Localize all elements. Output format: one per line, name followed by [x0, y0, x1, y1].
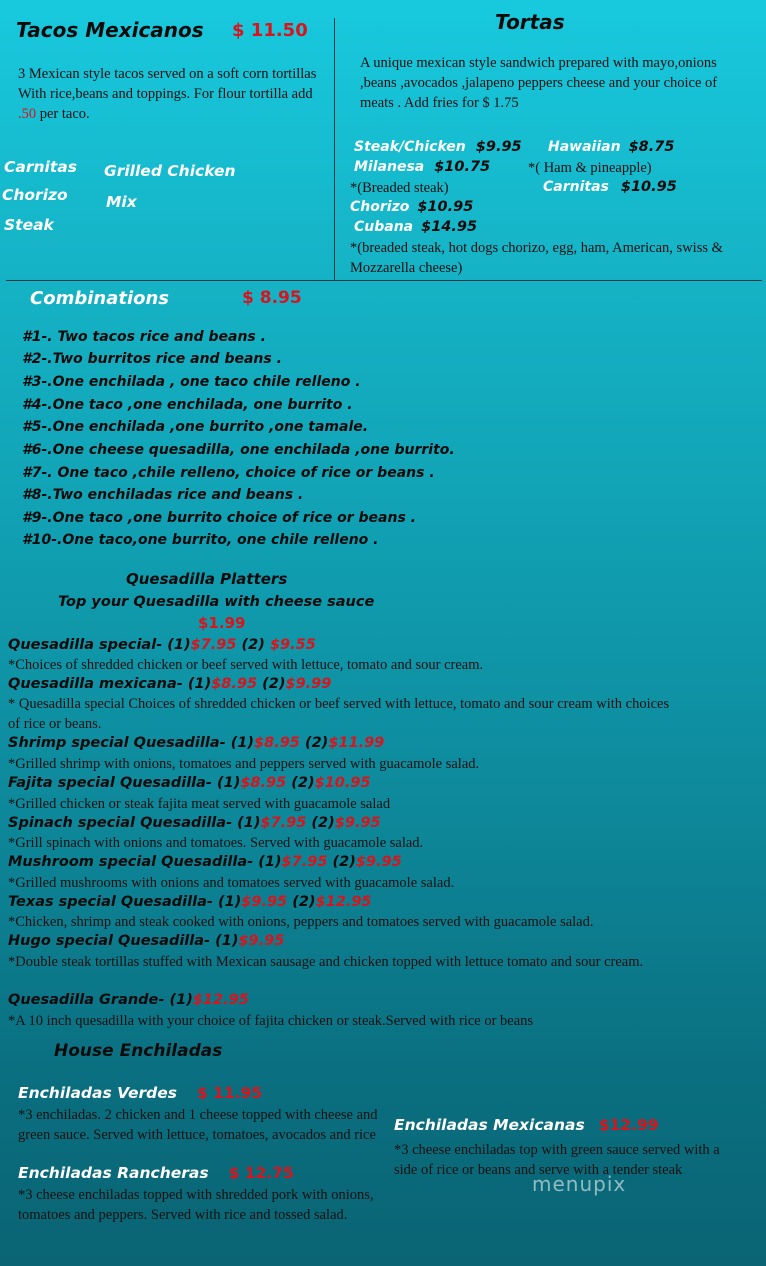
q-v1: $7.95: [260, 815, 307, 831]
q-p2: (2): [332, 854, 356, 870]
tacos-title: [16, 18, 204, 42]
q-v1: $8.95: [254, 735, 300, 751]
q-name: Shrimp special Quesadilla: [8, 735, 220, 751]
tacos-meat-carnitas: Carnitas: [4, 158, 77, 176]
combinations-price-text: $ 8.95: [242, 288, 302, 308]
quesadilla-desc: *A 10 inch quesadilla with your choice of fajita chicken or steak.Served with rice or beans: [8, 1013, 534, 1029]
q-v2: $11.99: [328, 735, 385, 751]
combo-item: #7-. One taco ,chile relleno, choice of rice or beans .: [22, 465, 435, 481]
q-p1: (1): [217, 894, 242, 910]
top-vertical-divider: [334, 18, 335, 280]
q-name: Quesadilla Grande: [8, 992, 159, 1008]
quesadilla-desc: *Grilled chicken or steak fajita meat served with guacamole salad: [8, 796, 391, 812]
quesadilla-desc: *Double steak tortillas stuffed with Mexican sausage and chicken topped with lettuce tomato and sour cream.: [8, 954, 644, 970]
tortas-description: A unique mexican style sandwich prepared with mayo,onions ,beans ,avocados ,jalapeno peppers cheese and your choice of meats . Add fries for $ 1.75: [360, 55, 718, 111]
tacos-title-text: Tacos Mexicanos: [16, 18, 204, 42]
quesadilla-title: Quesadilla Platters: [126, 570, 288, 588]
q-p1: (1): [258, 854, 282, 870]
torta-cubana-note: *(breaded steak, hot dogs chorizo, egg, ham, American, swiss & Mozzarella cheese): [350, 240, 723, 276]
enchiladas-rancheras-price: $ 12.75: [228, 1164, 294, 1182]
tacos-desc-2: per taco.: [36, 106, 90, 122]
torta-name: Cubana: [354, 219, 414, 235]
combo-item: #3-.One enchilada , one taco chile relleno .: [22, 374, 361, 390]
combo-item: #8-.Two enchiladas rice and beans .: [22, 487, 304, 503]
q-p1: (1): [169, 992, 193, 1008]
q-p2: (2): [241, 637, 265, 653]
tacos-meat-mix: Mix: [106, 193, 137, 211]
tacos-meat-grilled-chicken: Grilled Chicken: [104, 162, 236, 180]
q-v1: $12.95: [192, 992, 249, 1008]
q-p2: (2): [291, 775, 315, 791]
q-name: Spinach special Quesadilla: [8, 815, 227, 831]
combo-item: #1-. Two tacos rice and beans .: [22, 329, 266, 345]
q-p1: (1): [167, 637, 191, 653]
torta-hawaiian-note: *( Ham & pineapple): [528, 160, 652, 176]
q-p1: (1): [215, 933, 239, 949]
q-v2: $9.99: [285, 676, 332, 692]
enchiladas-mexicanas-name: Enchiladas Mexicanas: [394, 1116, 585, 1134]
torta-price: $14.95: [421, 219, 478, 235]
tacos-description: [18, 64, 334, 124]
torta-cubana: [354, 218, 477, 236]
q-p2: (2): [311, 815, 335, 831]
q-v1: $7.95: [190, 637, 237, 653]
quesadilla-item-hugo: Hugo special Quesadilla- (1)$9.95: [8, 933, 285, 949]
quesadilla-item-mexicana: Quesadilla mexicana- (1)$8.95 (2)$9.99: [8, 676, 332, 692]
quesadilla-desc: *Choices of shredded chicken or beef served with lettuce, tomato and sour cream.: [8, 657, 484, 673]
enchiladas-rancheras-name: Enchiladas Rancheras: [18, 1164, 209, 1182]
quesadilla-desc: *Chicken, shrimp and steak cooked with onions, peppers and tomatoes served with guacamole salad.: [8, 914, 594, 930]
combo-item: #9-.One taco ,one burrito choice of rice or beans .: [22, 510, 416, 526]
tacos-desc-1: 3 Mexican style tacos served on a soft corn tortillas With rice,beans and toppings. For flour tortilla add: [18, 66, 317, 102]
torta-chorizo: [350, 198, 473, 216]
torta-milanesa: [354, 158, 490, 176]
enchiladas-mexicanas-desc: *3 cheese enchiladas top with green sauce served with a side of rice or beans and serve with a tender steak: [394, 1142, 720, 1178]
tacos-desc-extra: .50: [18, 106, 37, 122]
quesadilla-desc: * Quesadilla special Choices of shredded chicken or beef served with lettuce, tomato and sour cream with choices of rice or beans.: [8, 696, 670, 732]
enchiladas-verdes-price: $ 11.95: [196, 1084, 263, 1102]
enchiladas-mexicanas-price: $12.99: [598, 1116, 659, 1134]
enchiladas-verdes-desc: *3 enchiladas. 2 chicken and 1 cheese topped with cheese and green sauce. Served with lettuce, tomatoes, avocados and rice: [18, 1107, 378, 1143]
q-p2: (2): [262, 676, 286, 692]
torta-name: Chorizo: [350, 199, 410, 215]
q-v1: $8.95: [240, 775, 287, 791]
torta-price: $10.95: [417, 199, 474, 215]
enchiladas-rancheras-desc: *3 cheese enchiladas topped with shredded pork with onions, tomatoes and peppers. Served with rice and tossed salad.: [18, 1187, 374, 1223]
enchiladas-rancheras: [18, 1164, 294, 1183]
q-v1: $9.95: [238, 933, 285, 949]
torta-price: $8.75: [628, 139, 675, 155]
tacos-price: [232, 20, 308, 41]
quesadilla-item-texas: Texas special Quesadilla- (1)$9.95 (2)$12.95: [8, 894, 372, 910]
enchiladas-mexicanas: [394, 1116, 659, 1135]
combo-item: #4-.One taco ,one enchilada, one burrito .: [22, 397, 353, 413]
tacos-price-text: $ 11.50: [232, 20, 308, 41]
q-v2: $12.95: [315, 894, 372, 910]
enchiladas-verdes-name: Enchiladas Verdes: [18, 1084, 177, 1102]
combo-item: #6-.One cheese quesadilla, one enchilada ,one burrito.: [22, 442, 455, 458]
torta-hawaiian: [548, 138, 674, 156]
q-p1: (1): [217, 775, 241, 791]
q-name: Fajita special Quesadilla: [8, 775, 206, 791]
q-v2: $10.95: [314, 775, 371, 791]
top-horizontal-divider: [6, 280, 762, 281]
torta-name: Carnitas: [543, 179, 609, 195]
q-v2: $9.95: [334, 815, 381, 831]
quesadilla-item-special: Quesadilla special- (1)$7.95 (2) $9.55: [8, 637, 316, 653]
q-v1: $8.95: [211, 676, 258, 692]
q-p1: (1): [237, 815, 261, 831]
quesadilla-desc: *Grilled shrimp with onions, tomatoes and peppers served with guacamole salad.: [8, 756, 480, 772]
quesadilla-item-shrimp: Shrimp special Quesadilla- (1)$8.95 (2)$11.99: [8, 735, 385, 751]
quesadilla-sauce-price-text: $1.99: [198, 614, 246, 632]
q-v2: $9.95: [355, 854, 402, 870]
tacos-meat-chorizo: Chorizo: [2, 186, 68, 204]
torta-name: Milanesa: [354, 159, 425, 175]
quesadilla-desc: *Grill spinach with onions and tomatoes. Served with guacamole salad.: [8, 835, 424, 851]
torta-milanesa-note: *(Breaded steak): [350, 180, 449, 196]
torta-price: $10.95: [620, 179, 677, 195]
torta-price: $9.95: [475, 139, 522, 155]
q-name: Quesadilla special: [8, 637, 157, 653]
q-v1: $9.95: [241, 894, 288, 910]
q-v2: $9.55: [269, 637, 316, 653]
combinations-title: Combinations: [30, 288, 170, 309]
q-name: Quesadilla mexicana: [8, 676, 177, 692]
q-p2: (2): [304, 735, 329, 751]
tacos-meat-steak: Steak: [4, 216, 54, 234]
q-p2: (2): [292, 894, 316, 910]
quesadilla-subtitle: Top your Quesadilla with cheese sauce: [58, 594, 375, 610]
q-v1: $7.95: [281, 854, 328, 870]
torta-name: Steak/Chicken: [354, 139, 466, 155]
menupix-watermark: menupix: [532, 1172, 627, 1196]
q-name: Hugo special Quesadilla: [8, 933, 205, 949]
q-p1: (1): [187, 676, 212, 692]
q-p1: (1): [230, 735, 255, 751]
enchiladas-verdes: [18, 1084, 262, 1103]
quesadilla-desc: *Grilled mushrooms with onions and tomatoes served with guacamole salad.: [8, 875, 455, 891]
torta-name: Hawaiian: [548, 139, 621, 155]
combo-item: #2-.Two burritos rice and beans .: [22, 351, 282, 367]
quesadilla-item-fajita: Fajita special Quesadilla- (1)$8.95 (2)$10.95: [8, 775, 371, 791]
tortas-title: Tortas: [495, 10, 565, 34]
quesadilla-item-spinach: Spinach special Quesadilla- (1)$7.95 (2)$9.95: [8, 815, 381, 831]
q-name: Texas special Quesadilla: [8, 894, 207, 910]
quesadilla-sauce-price: [198, 614, 245, 632]
combo-item: #5-.One enchilada ,one burrito ,one tamale.: [22, 419, 369, 435]
q-name: Mushroom special Quesadilla: [8, 854, 248, 870]
combo-item: #10-.One taco,one burrito, one chile relleno .: [22, 532, 379, 548]
quesadilla-item-mushroom: Mushroom special Quesadilla- (1)$7.95 (2)$9.95: [8, 854, 402, 870]
quesadilla-item-grande: Quesadilla Grande- (1)$12.95: [8, 992, 249, 1008]
torta-steak-chicken: [354, 138, 522, 156]
combinations-price: [242, 288, 302, 308]
enchiladas-title: House Enchiladas: [54, 1041, 223, 1061]
torta-price: $10.75: [434, 159, 491, 175]
torta-carnitas: [543, 178, 677, 196]
